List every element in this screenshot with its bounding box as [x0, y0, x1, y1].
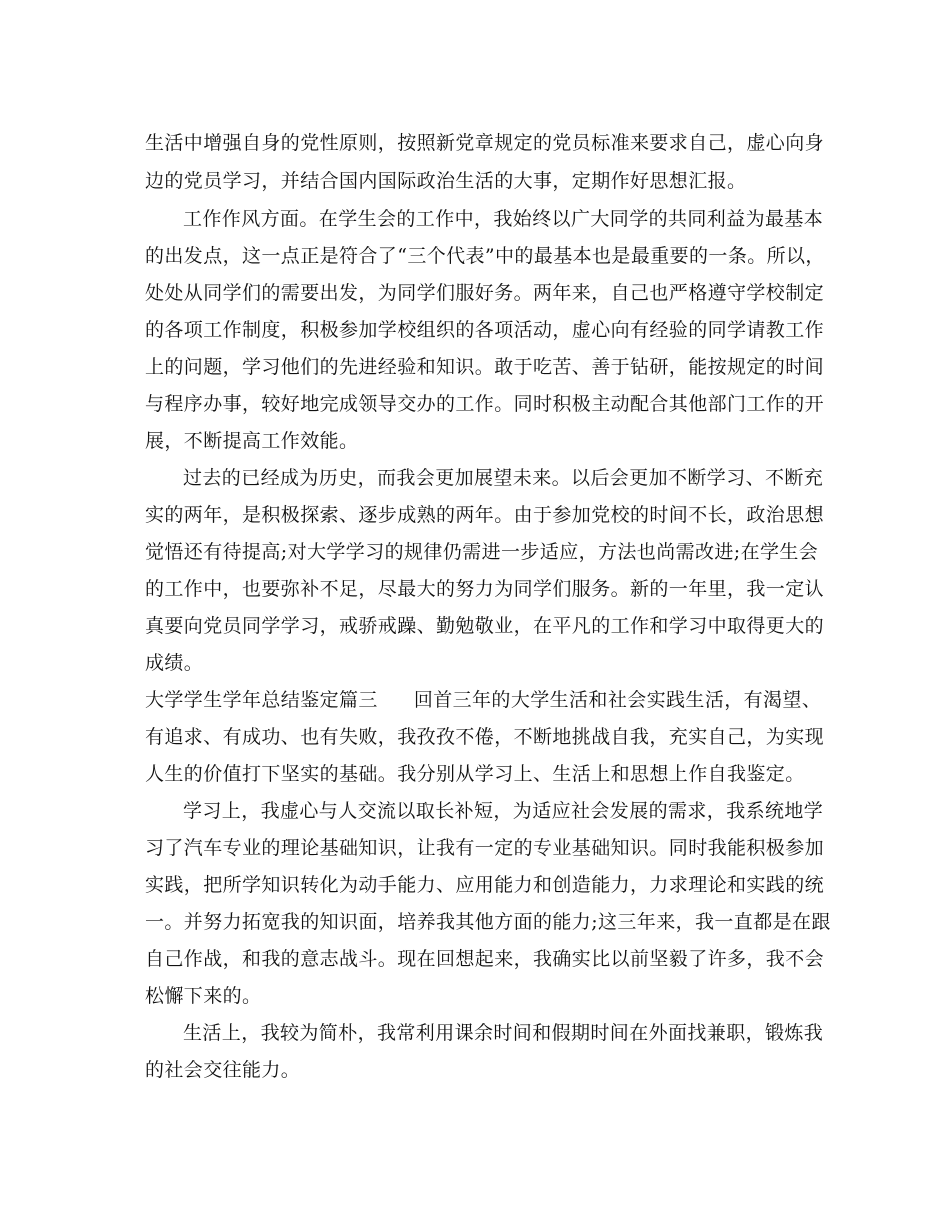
text-line: 展，不断提高工作效能。: [145, 430, 359, 452]
text-line: 生活中增强自身的党性原则，按照新党章规定的党员标准来要求自己，虚心向身: [145, 132, 825, 154]
text-line: 与程序办事，较好地完成领导交办的工作。同时积极主动配合其他部门工作的开: [145, 393, 825, 415]
section-heading-line: [145, 688, 821, 712]
text-line: 上的问题，学习他们的先进经验和知识。敢于吃苦、善于钻研，能按规定的时间: [145, 356, 825, 378]
text-line: 边的党员学习，并结合国内国际政治生活的大事，定期作好思想汇报。: [145, 170, 747, 192]
text-line: 处处从同学们的需要出发，为同学们服好务。两年来，自己也严格遵守学校制定: [145, 282, 825, 304]
text-line: 真要向党员同学学习，戒骄戒躁、勤勉敬业，在平凡的工作和学习中取得更大的: [145, 615, 825, 637]
text-line: 实的两年，是积极探索、逐步成熟的两年。由于参加党校的时间不长，政治思想: [145, 504, 825, 526]
text-line: 一。并努力拓宽我的知识面，培养我其他方面的能力;这三年来，我一直都是在跟: [145, 911, 831, 933]
text-line: 的社会交往能力。: [145, 1059, 301, 1081]
text-line: 的各项工作制度，积极参加学校组织的各项活动，虚心向有经验的同学请教工作: [145, 319, 825, 341]
paragraph-start-line: 学习上，我虚心与人交流以取长补短，为适应社会发展的需求，我系统地学: [183, 800, 824, 822]
text-line: 觉悟还有待提高;对大学学习的规律仍需进一步适应，方法也尚需改进;在学生会: [145, 541, 819, 563]
text-line: 有追求、有成功、也有失败，我孜孜不倦，不断地挑战自我，充实自己，为实现: [145, 726, 825, 748]
text-line: 的出发点，这一点正是符合了“三个代表”中的最基本也是最重要的一条。所以，: [145, 245, 825, 267]
text-line: 松懈下来的。: [145, 985, 262, 1007]
text-line: 回首三年的大学生活和社会实践生活，有渴望、: [413, 689, 822, 711]
paragraph-start-line: 工作作风方面。在学生会的工作中，我始终以广大同学的共同利益为最基本: [183, 208, 824, 230]
text-line: 实践，把所学知识转化为动手能力、应用能力和创造能力，力求理论和实践的统: [145, 874, 825, 896]
text-line: 的工作中，也要弥补不足，尽最大的努力为同学们服务。新的一年里，我一定认: [145, 578, 825, 600]
paragraph-start-line: 过去的已经成为历史，而我会更加展望未来。以后会更加不断学习、不断充: [183, 467, 824, 489]
section-heading: 大学学生学年总结鉴定篇三: [145, 689, 378, 711]
text-line: 习了汽车专业的理论基础知识，让我有一定的专业基础知识。同时我能积极参加: [145, 837, 825, 859]
text-line: 成绩。: [145, 652, 204, 674]
paragraph-start-line: 生活上，我较为简朴，我常利用课余时间和假期时间在外面找兼职，锻炼我: [183, 1022, 824, 1044]
text-line: 人生的价值打下坚实的基础。我分别从学习上、生活上和思想上作自我鉴定。: [145, 763, 805, 785]
text-line: 自己作战，和我的意志战斗。现在回想起来，我确实比以前坚毅了许多，我不会: [145, 948, 825, 970]
